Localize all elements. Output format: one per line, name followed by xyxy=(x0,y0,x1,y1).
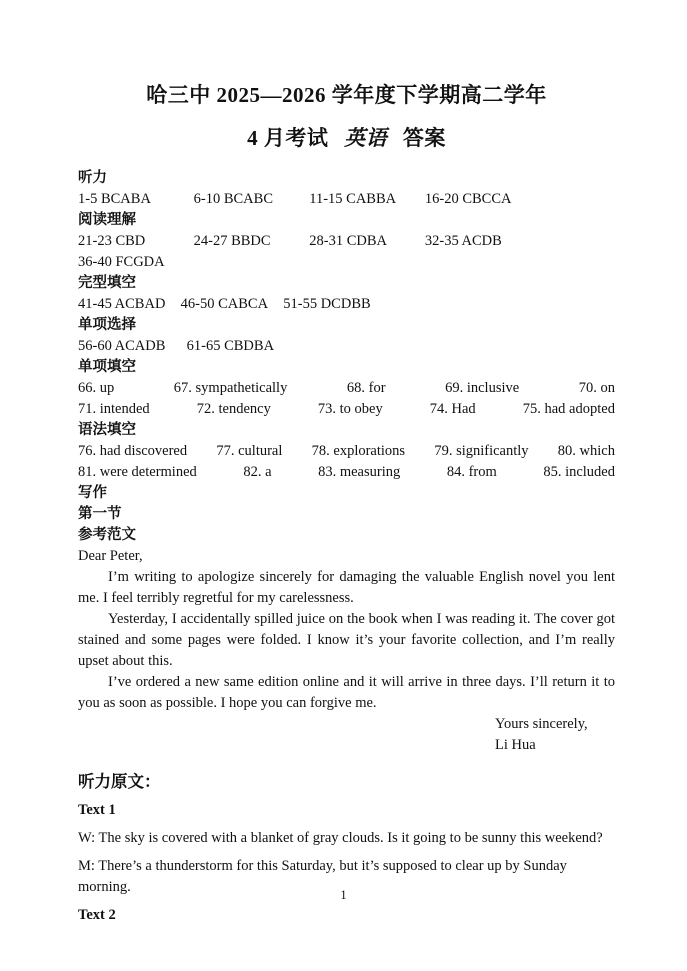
transcript-text1-label: Text 1 xyxy=(78,802,116,818)
transcript-text1-man-line: M: There’s a thunderstorm for this Saturday, but it’s supposed to clear up by Sunday morning. xyxy=(78,858,567,895)
letter-paragraph-2: Yesterday, I accidentally spilled juice on the book when I was reading it. The cover got stained and some pages were folded. I know it’s your favorite collection, and I’m really upset about this. xyxy=(78,611,615,669)
answer-item: 77. cultural xyxy=(216,443,283,459)
answer-group: 32-35 ACDB xyxy=(424,233,502,249)
answer-item: 75. had adopted xyxy=(522,401,615,417)
answer-group: 21-23 CBD xyxy=(78,233,146,249)
word-fill-answers-row-1 xyxy=(78,378,615,399)
answer-item: 73. to obey xyxy=(317,401,383,417)
answer-item: 66. up xyxy=(78,380,115,396)
writing-part-label: 第一节 xyxy=(78,506,122,522)
document-subtitle xyxy=(78,125,615,151)
document-title: 哈三中 2025—2026 学年度下学期高二学年 xyxy=(146,83,547,107)
subtitle-answers-label: 答案 xyxy=(402,126,446,150)
letter-salutation: Dear Peter, xyxy=(78,548,143,564)
answer-item: 78. explorations xyxy=(311,443,406,459)
letter-paragraph-1: I’m writing to apologize sincerely for damaging the valuable English novel you lent me. I feel terribly regretful for my carelessness. xyxy=(78,569,615,606)
section-heading-grammar-fill: 语法填空 xyxy=(78,422,136,438)
subtitle-subject-label: 英语 xyxy=(344,126,388,150)
answer-item: 81. were determined xyxy=(78,464,197,480)
answer-item: 74. Had xyxy=(429,401,476,417)
answer-group: 1-5 BCABA xyxy=(78,191,151,207)
answer-item: 82. a xyxy=(243,464,272,480)
answer-item: 70. on xyxy=(578,380,615,396)
answer-group: 56-60 ACADB xyxy=(78,338,166,354)
listening-answers-row xyxy=(78,189,615,210)
answer-group: 24-27 BBDC xyxy=(193,233,271,249)
subtitle-exam-label: 4 月考试 xyxy=(247,126,329,150)
answer-item: 85. included xyxy=(543,464,615,480)
section-heading-cloze: 完型填空 xyxy=(78,275,136,291)
answer-item: 84. from xyxy=(446,464,497,480)
section-heading-word-fill: 单项填空 xyxy=(78,359,136,375)
answer-item: 79. significantly xyxy=(434,443,529,459)
answer-item: 69. inclusive xyxy=(445,380,520,396)
answer-group: 16-20 CBCCA xyxy=(424,191,512,207)
reading-answers-row-2 xyxy=(78,252,615,273)
answer-group: 51-55 DCDBB xyxy=(283,296,371,312)
letter-signature: Li Hua xyxy=(495,737,536,753)
transcript-heading: 听力原文： xyxy=(78,772,161,791)
section-heading-listening: 听力 xyxy=(78,170,107,186)
cloze-answers-row xyxy=(78,294,615,315)
answer-group: 11-15 CABBA xyxy=(309,191,397,207)
answer-item: 76. had discovered xyxy=(78,443,188,459)
answer-group: 46-50 CABCA xyxy=(180,296,269,312)
section-heading-single-choice: 单项选择 xyxy=(78,317,136,333)
section-heading-reading: 阅读理解 xyxy=(78,212,136,228)
answer-key-content xyxy=(78,168,615,926)
section-heading-writing: 写作 xyxy=(78,485,107,501)
answer-item: 71. intended xyxy=(78,401,150,417)
single-choice-answers-row xyxy=(78,336,615,357)
word-fill-answers-row-2 xyxy=(78,399,615,420)
reading-answers-row-1 xyxy=(78,231,615,252)
answer-item: 83. measuring xyxy=(318,464,401,480)
answer-group: 41-45 ACBAD xyxy=(78,296,166,312)
page-number: 1 xyxy=(340,888,347,902)
writing-sample-label: 参考范文 xyxy=(78,527,136,543)
grammar-fill-answers-row-2 xyxy=(78,462,615,483)
answer-item: 67. sympathetically xyxy=(173,380,288,396)
letter-paragraph-3: I’ve ordered a new same edition online and it will arrive in three days. I’ll return it to you as soon as possible. I hope you can forgive me. xyxy=(78,674,615,711)
answer-item: 80. which xyxy=(557,443,615,459)
transcript-text1-woman-line: W: The sky is covered with a blanket of gray clouds. Is it going to be sunny this weekend? xyxy=(78,830,603,846)
answer-item: 68. for xyxy=(346,380,386,396)
answer-group: 36-40 FCGDA xyxy=(78,254,165,270)
answer-group: 61-65 CBDBA xyxy=(186,338,275,354)
answer-item: 72. tendency xyxy=(196,401,271,417)
grammar-fill-answers-row-1 xyxy=(78,441,615,462)
answer-group: 6-10 BCABC xyxy=(193,191,273,207)
letter-closing: Yours sincerely, xyxy=(495,716,588,732)
transcript-text2-label: Text 2 xyxy=(78,907,116,923)
answer-group: 28-31 CDBA xyxy=(309,233,387,249)
